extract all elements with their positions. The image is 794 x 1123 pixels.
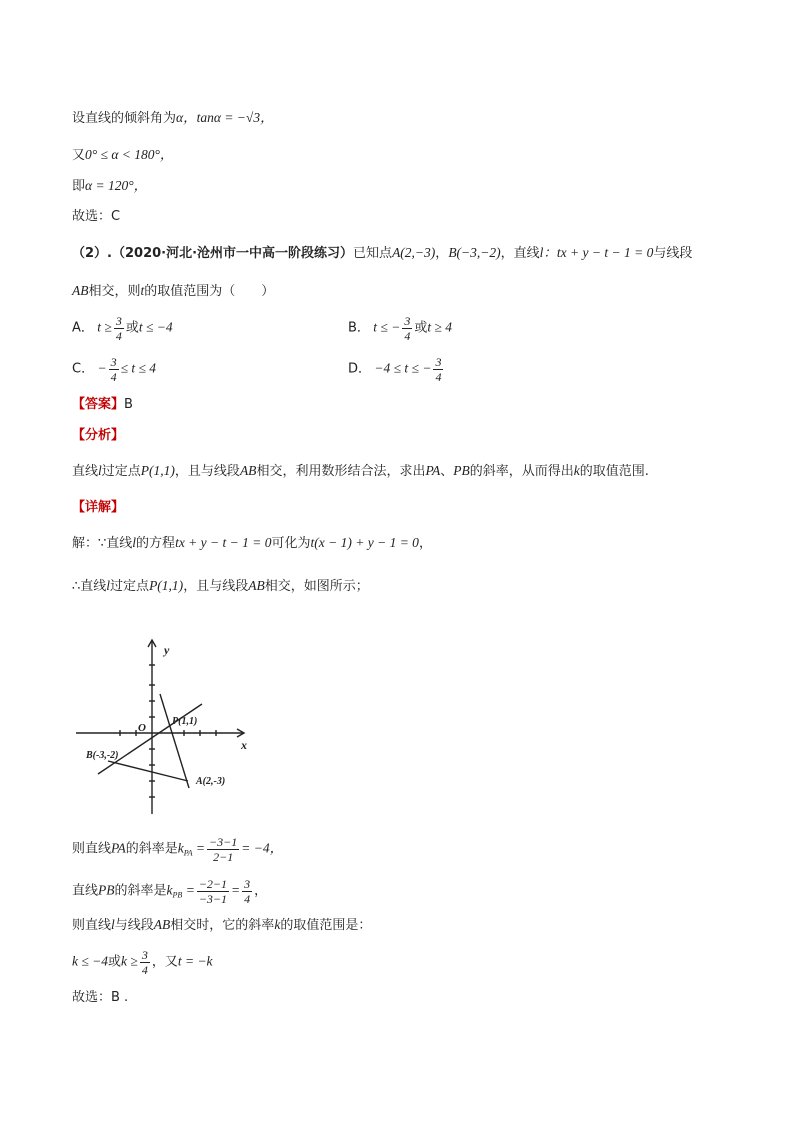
text: 的斜率是 bbox=[114, 883, 167, 899]
text: 解：∵直线 bbox=[72, 536, 133, 551]
math: k bbox=[177, 840, 184, 856]
text: ， bbox=[435, 246, 449, 261]
math: A(2,−3) bbox=[392, 245, 436, 260]
math: k bbox=[166, 882, 173, 898]
subscript: PA bbox=[183, 848, 193, 858]
numerator: 3 bbox=[141, 948, 148, 962]
answer-line bbox=[72, 394, 133, 415]
text: 可化为 bbox=[271, 536, 311, 551]
option-label: C． bbox=[72, 361, 95, 377]
denominator: 4 bbox=[110, 370, 117, 384]
line-choice-c: 故选：C bbox=[72, 209, 121, 224]
text: ， bbox=[254, 883, 268, 899]
math: − bbox=[97, 360, 107, 376]
option-label: B． bbox=[348, 320, 370, 336]
text: 与线段 bbox=[653, 246, 693, 261]
text: 的斜率是 bbox=[125, 841, 178, 857]
fraction bbox=[207, 835, 239, 864]
text: 相交，利用数形结合法，求出 bbox=[256, 464, 426, 479]
text: 相交，则 bbox=[88, 284, 141, 299]
text: 相交时，它的斜率 bbox=[170, 918, 275, 933]
math: B(−3,−2) bbox=[448, 245, 501, 260]
denominator: 4 bbox=[435, 370, 442, 384]
point-p-label: P(1,1) bbox=[172, 716, 198, 727]
text: 即 bbox=[72, 179, 86, 194]
question-source: （2020·河北·沧州市一中高一阶段练习） bbox=[111, 246, 354, 261]
numerator: 3 bbox=[110, 355, 117, 369]
math: AB bbox=[72, 283, 89, 298]
text: 与线段 bbox=[114, 918, 154, 933]
numerator: 3 bbox=[435, 355, 442, 369]
math: α，tanα = −√3， bbox=[176, 110, 274, 125]
origin-label: O bbox=[138, 722, 146, 734]
denominator: 4 bbox=[244, 892, 251, 906]
detail-tag-line bbox=[72, 497, 124, 518]
option-b bbox=[348, 314, 452, 343]
math: α = 120°， bbox=[85, 178, 148, 193]
text: 则直线 bbox=[72, 918, 112, 933]
analysis-text bbox=[72, 461, 649, 482]
math: AB bbox=[248, 578, 265, 593]
final-choice: 故选：B . bbox=[72, 990, 129, 1005]
text: 、 bbox=[440, 464, 454, 479]
fraction bbox=[433, 355, 443, 384]
text: 的方程 bbox=[136, 536, 176, 551]
math: = bbox=[195, 840, 206, 856]
math: AB bbox=[153, 917, 171, 932]
math: PA bbox=[111, 840, 126, 856]
math: P(1,1) bbox=[149, 578, 184, 593]
analysis-tag-line bbox=[72, 425, 124, 446]
option-label: A． bbox=[72, 320, 94, 336]
numerator: 3 bbox=[115, 314, 122, 328]
math: l bbox=[106, 578, 111, 593]
option-a bbox=[72, 314, 173, 343]
text: 则直线 bbox=[72, 841, 112, 857]
math: t(x − 1) + y − 1 = 0 bbox=[310, 535, 419, 550]
line-result bbox=[72, 176, 147, 197]
text: 直线 bbox=[72, 883, 99, 899]
question-number: （2）. bbox=[72, 246, 112, 261]
text: 或 bbox=[108, 954, 122, 970]
text: 直线 bbox=[72, 464, 99, 479]
analysis-tag: 【分析】 bbox=[72, 428, 125, 443]
text: 设直线的倾斜角为 bbox=[72, 111, 177, 126]
question-stem-2 bbox=[72, 281, 274, 302]
option-d bbox=[348, 355, 445, 384]
fraction bbox=[140, 948, 150, 977]
math: AB bbox=[239, 463, 257, 478]
numerator: −3−1 bbox=[209, 835, 238, 849]
math: −4 ≤ t ≤ − bbox=[374, 360, 432, 376]
option-label: D． bbox=[348, 361, 372, 377]
fraction bbox=[242, 877, 252, 906]
segment-ab bbox=[108, 761, 188, 781]
math: l bbox=[132, 535, 137, 550]
denominator: 4 bbox=[141, 963, 148, 977]
slope-pb-line bbox=[72, 877, 267, 906]
line-pb bbox=[98, 704, 202, 774]
denominator: −3−1 bbox=[198, 892, 228, 906]
math: l bbox=[111, 917, 115, 932]
text: 的取值范围为（ ） bbox=[144, 284, 275, 299]
text: 已知点 bbox=[353, 246, 393, 261]
math: t ≤ −4 bbox=[138, 319, 173, 335]
text: 过定点 bbox=[101, 464, 141, 479]
math: t bbox=[140, 283, 145, 298]
math: tx + y − t − 1 = 0 bbox=[175, 535, 272, 550]
math: 0° ≤ α < 180°， bbox=[85, 147, 174, 162]
math: k bbox=[573, 463, 580, 478]
math: PB bbox=[453, 463, 470, 478]
line-pa bbox=[160, 694, 189, 788]
fraction bbox=[109, 355, 119, 384]
detail-line-1 bbox=[72, 533, 432, 554]
slope-pa-line bbox=[72, 835, 283, 864]
text: 的斜率，从而得出 bbox=[469, 464, 574, 479]
math: k ≤ −4 bbox=[72, 953, 109, 969]
text: 或 bbox=[414, 320, 428, 336]
point-b-label: B(-3,-2) bbox=[86, 750, 119, 761]
text: 相交，如图所示； bbox=[264, 579, 369, 594]
text: 的取值范围是： bbox=[280, 918, 372, 933]
detail-tag: 【详解】 bbox=[72, 500, 125, 515]
math: l bbox=[98, 463, 102, 478]
math: = bbox=[231, 882, 241, 898]
numerator: −2−1 bbox=[198, 877, 228, 891]
answer-value: B bbox=[124, 397, 133, 412]
math: = bbox=[185, 882, 195, 898]
denominator: 4 bbox=[115, 329, 122, 343]
line-range bbox=[72, 145, 173, 166]
math: t ≥ bbox=[97, 319, 112, 335]
text: ，又 bbox=[151, 954, 178, 970]
option-c bbox=[72, 355, 156, 384]
fraction bbox=[402, 314, 412, 343]
coordinate-figure bbox=[72, 632, 262, 822]
denominator: 2−1 bbox=[213, 850, 234, 864]
slope-result-line bbox=[72, 948, 213, 977]
fraction bbox=[114, 314, 124, 343]
math: t = −k bbox=[177, 953, 213, 969]
math: t ≥ 4 bbox=[427, 319, 453, 335]
fraction bbox=[197, 877, 229, 906]
numerator: 3 bbox=[404, 314, 411, 328]
text: ，且与线段 bbox=[174, 464, 240, 479]
question-stem bbox=[72, 243, 692, 264]
slope-range-line bbox=[72, 915, 371, 936]
math: = −4， bbox=[241, 840, 284, 856]
math: l：tx + y − t − 1 = 0 bbox=[539, 245, 654, 260]
math: k ≥ bbox=[121, 953, 138, 969]
math: PA bbox=[425, 463, 441, 478]
text: 又 bbox=[72, 148, 86, 163]
x-axis-label: x bbox=[241, 738, 247, 752]
text: 或 bbox=[125, 320, 139, 336]
numerator: 3 bbox=[244, 877, 251, 891]
math: P(1,1) bbox=[140, 463, 175, 478]
text: ，直线 bbox=[500, 246, 540, 261]
y-axis-label: y bbox=[164, 643, 170, 657]
text: ∴直线 bbox=[72, 579, 107, 594]
math: PB bbox=[98, 882, 115, 898]
line-inclination bbox=[72, 108, 274, 129]
text: 的取值范围. bbox=[579, 464, 649, 479]
math: ≤ t ≤ 4 bbox=[120, 360, 157, 376]
denominator: 4 bbox=[404, 329, 411, 343]
detail-line-2 bbox=[72, 576, 369, 597]
answer-tag: 【答案】 bbox=[72, 397, 125, 412]
math: t ≤ − bbox=[373, 319, 401, 335]
math: k bbox=[274, 917, 281, 932]
point-a-label: A(2,-3) bbox=[196, 776, 226, 787]
text: ，且与线段 bbox=[183, 579, 249, 594]
subscript: PB bbox=[172, 890, 183, 900]
text: 过定点 bbox=[110, 579, 150, 594]
text: ， bbox=[418, 536, 432, 551]
